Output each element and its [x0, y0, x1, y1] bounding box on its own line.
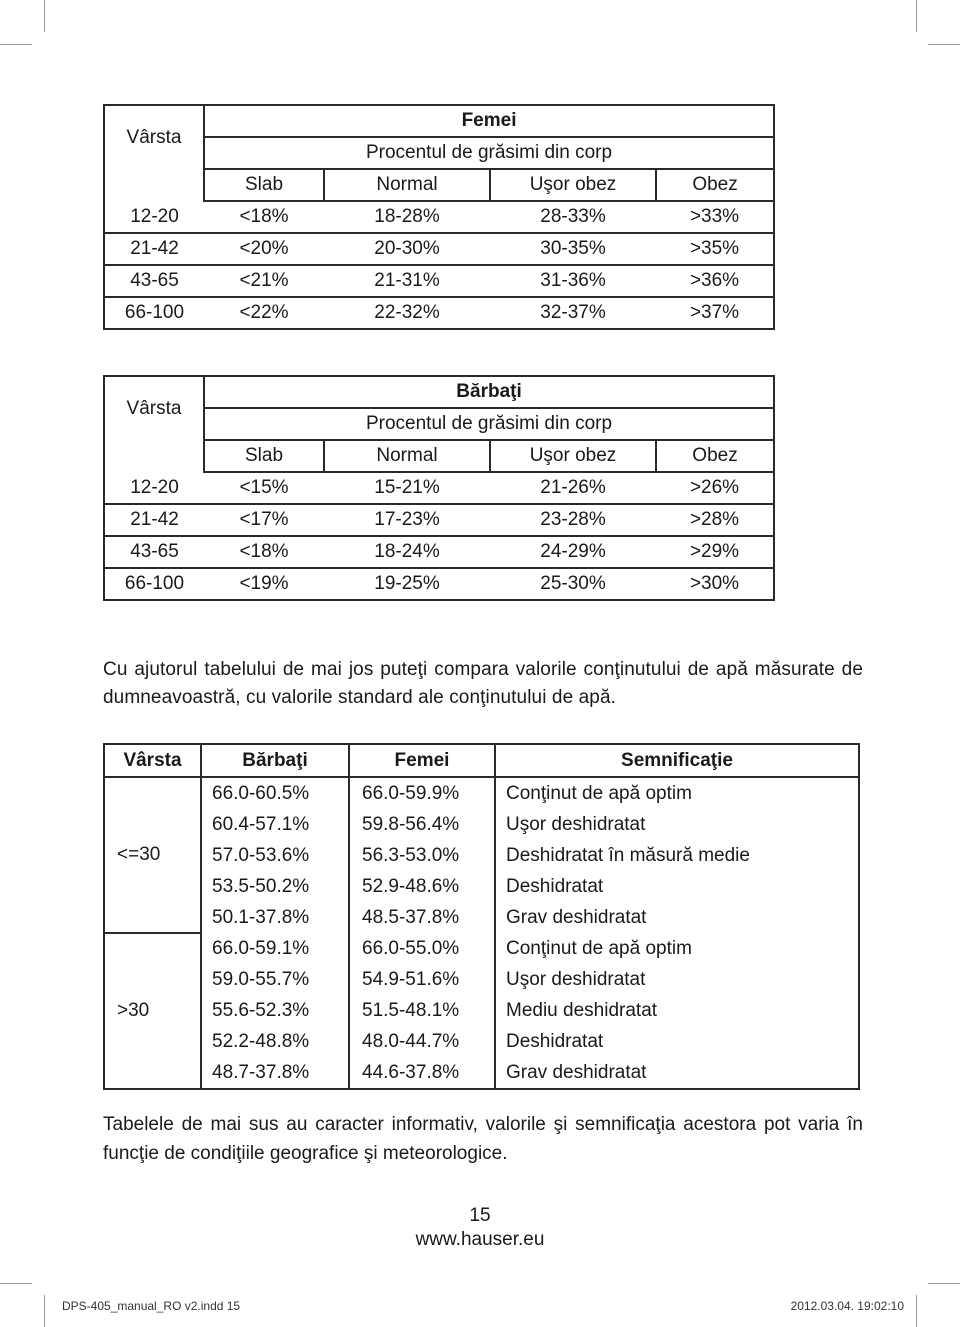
- category-header: Normal: [324, 440, 490, 472]
- women-value: 66.0-55.0%: [349, 933, 495, 964]
- age-cell: 43-65: [104, 536, 204, 568]
- table-row: [104, 902, 859, 933]
- file-name: DPS-405_manual_RO v2.indd 15: [62, 1299, 241, 1313]
- men-value: 50.1-37.8%: [212, 906, 310, 928]
- value-cell: <18%: [204, 201, 324, 233]
- age-header: Vârsta: [104, 376, 204, 440]
- category-header: Slab: [204, 169, 324, 201]
- meaning-value: Mediu deshidratat: [495, 995, 859, 1026]
- print-date: 2012.03.04. 19:02:10: [790, 1299, 904, 1313]
- value-cell: 18-28%: [324, 201, 490, 233]
- value-cell: 24-29%: [490, 536, 656, 568]
- value-cell: 17-23%: [324, 504, 490, 536]
- men-value: 53.5-50.2%: [212, 875, 310, 897]
- value-cell: <18%: [204, 536, 324, 568]
- value-cell: 32-37%: [490, 297, 656, 329]
- crop-mark: [916, 0, 917, 32]
- table-row: [104, 201, 774, 233]
- age-header: Vârsta: [104, 744, 201, 777]
- men-value: 57.0-53.6%: [212, 844, 310, 866]
- table-row: [104, 809, 859, 840]
- value-cell: 21-26%: [490, 472, 656, 504]
- value-cell: <15%: [204, 472, 324, 504]
- men-value: 48.7-37.8%: [201, 1057, 349, 1089]
- value-cell: 21-31%: [324, 265, 490, 297]
- value-cell: <20%: [204, 233, 324, 265]
- meaning-value: Conţinut de apă optim: [495, 777, 859, 809]
- category-header: Obez: [656, 169, 774, 201]
- women-value: 48.0-44.7%: [349, 1026, 495, 1057]
- table-title: Femei: [204, 105, 774, 137]
- men-value: 59.0-55.7%: [212, 968, 310, 990]
- intro-paragraph: Cu ajutorul tabelului de mai jos puteţi compara valorile conţinutului de apă măsurate de dumneavoastră, cu valorile standard ale conţinutului de apă.: [103, 659, 863, 708]
- women-value: 52.9-48.6%: [349, 871, 495, 902]
- women-value: 54.9-51.6%: [349, 964, 495, 995]
- table-row: [104, 265, 774, 297]
- meaning-value: Deshidratat: [495, 1026, 859, 1057]
- age-header: Vârsta: [104, 105, 204, 169]
- women-header: Femei: [349, 744, 495, 777]
- age-cell: 66-100: [104, 568, 204, 600]
- women-value: 48.5-37.8%: [349, 902, 495, 933]
- age-cell: 12-20: [104, 472, 204, 504]
- crop-mark: [0, 44, 32, 45]
- table-subtitle: Procentul de grăsimi din corp: [204, 137, 774, 169]
- meaning-value: Deshidratat: [495, 871, 859, 902]
- category-header: Slab: [204, 440, 324, 472]
- meaning-value: Uşor deshidratat: [495, 809, 859, 840]
- value-cell: 18-24%: [324, 536, 490, 568]
- women-value: 66.0-59.9%: [349, 777, 495, 809]
- value-cell: 31-36%: [490, 265, 656, 297]
- table-row: [104, 777, 859, 809]
- meaning-value: Conţinut de apă optim: [495, 933, 859, 964]
- value-cell: <22%: [204, 297, 324, 329]
- category-header: Obez: [656, 440, 774, 472]
- women-value: 51.5-48.1%: [349, 995, 495, 1026]
- table-row: [104, 233, 774, 265]
- meaning-header: Semnificaţie: [495, 744, 859, 777]
- men-value: 55.6-52.3%: [212, 999, 310, 1021]
- value-cell: 19-25%: [324, 568, 490, 600]
- value-cell: 22-32%: [324, 297, 490, 329]
- value-cell: 23-28%: [490, 504, 656, 536]
- table-row: [104, 995, 859, 1026]
- value-cell: >30%: [656, 568, 774, 600]
- men-value: 52.2-48.8%: [212, 1030, 310, 1052]
- table-subtitle: Procentul de grăsimi din corp: [204, 408, 774, 440]
- age-cell: 21-42: [104, 504, 204, 536]
- value-cell: >37%: [656, 297, 774, 329]
- value-cell: >28%: [656, 504, 774, 536]
- page-number: 15: [469, 1205, 491, 1226]
- age-cell: 12-20: [104, 201, 204, 233]
- table-row: [104, 933, 859, 964]
- men-value: 66.0-60.5%: [212, 782, 310, 804]
- crop-mark: [44, 1295, 45, 1327]
- category-header: Normal: [324, 169, 490, 201]
- website-link[interactable]: www.hauser.eu: [415, 1229, 545, 1250]
- value-cell: <17%: [204, 504, 324, 536]
- women-value: 59.8-56.4%: [349, 809, 495, 840]
- value-cell: <21%: [204, 265, 324, 297]
- value-cell: >33%: [656, 201, 774, 233]
- value-cell: 30-35%: [490, 233, 656, 265]
- crop-mark: [0, 1283, 32, 1284]
- age-group-cell: <=30: [104, 777, 201, 933]
- meaning-value: Deshidratat în măsură medie: [495, 840, 859, 871]
- crop-mark: [928, 44, 960, 45]
- men-header: Bărbaţi: [201, 744, 349, 777]
- crop-mark: [928, 1283, 960, 1284]
- meaning-value: Grav deshidratat: [495, 902, 859, 933]
- value-cell: 15-21%: [324, 472, 490, 504]
- women-fat-table: [103, 104, 775, 330]
- table-row: [104, 840, 859, 871]
- value-cell: >29%: [656, 536, 774, 568]
- age-group-cell: >30: [104, 933, 201, 1089]
- value-cell: <19%: [204, 568, 324, 600]
- table-row: [104, 472, 774, 504]
- table-row: [104, 536, 774, 568]
- meaning-value: Grav deshidratat: [495, 1057, 859, 1089]
- crop-mark: [44, 0, 45, 32]
- table-row: [104, 1057, 859, 1089]
- value-cell: >26%: [656, 472, 774, 504]
- men-fat-table: [103, 375, 775, 601]
- men-value: 66.0-59.1%: [212, 937, 310, 959]
- value-cell: 28-33%: [490, 201, 656, 233]
- men-value: 60.4-57.1%: [212, 813, 310, 835]
- age-cell: 66-100: [104, 297, 204, 329]
- value-cell: >36%: [656, 265, 774, 297]
- women-value: 44.6-37.8%: [349, 1057, 495, 1089]
- category-header: Uşor obez: [490, 169, 656, 201]
- table-row: [104, 568, 774, 600]
- table-title: Bărbaţi: [204, 376, 774, 408]
- table-row: [104, 1026, 859, 1057]
- table-row: [104, 504, 774, 536]
- table-row: [104, 871, 859, 902]
- value-cell: 25-30%: [490, 568, 656, 600]
- age-cell: 43-65: [104, 265, 204, 297]
- water-content-table: [103, 743, 860, 1090]
- meaning-value: Uşor deshidratat: [495, 964, 859, 995]
- table-row: [104, 297, 774, 329]
- women-value: 56.3-53.0%: [349, 840, 495, 871]
- age-cell: 21-42: [104, 233, 204, 265]
- table-row: [104, 964, 859, 995]
- value-cell: >35%: [656, 233, 774, 265]
- crop-mark: [916, 1295, 917, 1327]
- value-cell: 20-30%: [324, 233, 490, 265]
- disclaimer-note: Tabelele de mai sus au caracter informativ, valorile şi semnificaţia acestora pot varia în funcţie de condiţiile geografice şi meteorologice.: [103, 1114, 863, 1164]
- category-header: Uşor obez: [490, 440, 656, 472]
